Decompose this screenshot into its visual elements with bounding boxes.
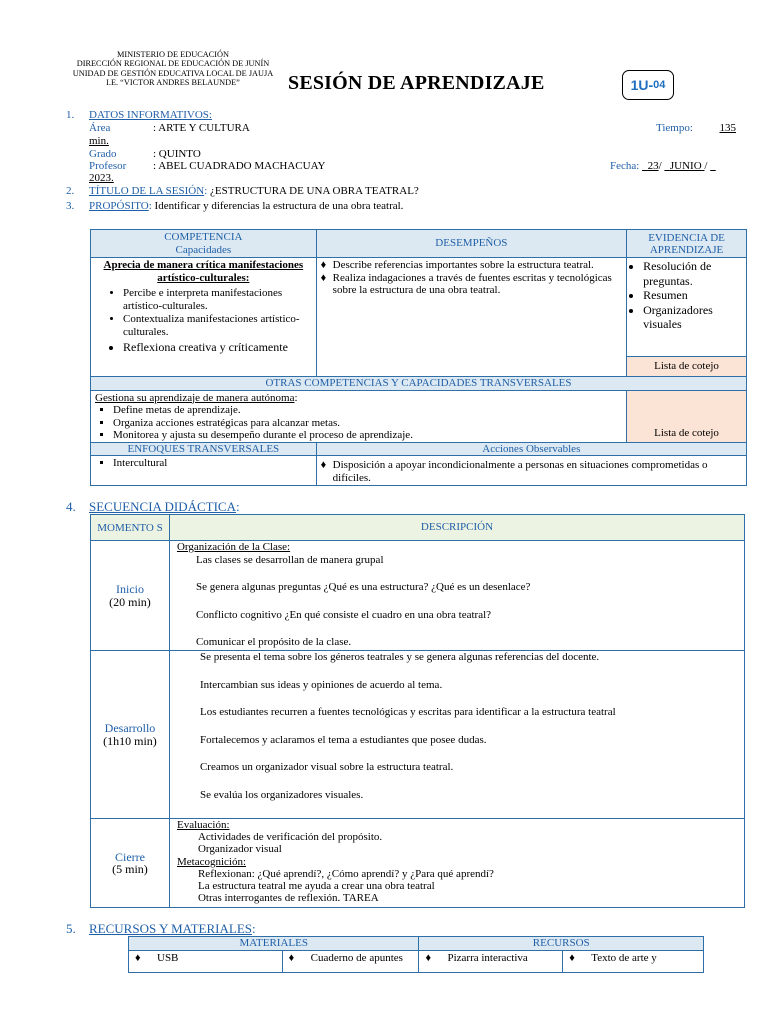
gestiona-item: ▪ Monitorea y ajusta su desempeño durante el proceso de aprendizaje. — [113, 429, 622, 442]
acciones-cell — [316, 456, 746, 486]
desarrollo-item: Fortalecemos y aclaramos el tema a estudiantes que posee dudas. — [199, 733, 487, 746]
section-label: SECUENCIA DIDÁCTICA — [89, 499, 236, 514]
recurso-item: ♦ Pizarra interactiva — [419, 950, 563, 972]
section-datos-informativos — [66, 109, 746, 184]
header-competencia: COMPETENCIA Capacidades — [91, 230, 317, 258]
instrumento-lista-cotejo: Lista de cotejo — [627, 357, 747, 377]
fecha-label: Fecha: — [610, 160, 640, 172]
metacognicion-item: Reflexionan: ¿Qué aprendí?, ¿Cómo aprendí? y ¿Para qué aprendí? — [197, 867, 494, 880]
tiempo-value: 135 — [719, 122, 736, 134]
profesor-value: : ABEL CUADRADO MACHACUAY — [153, 160, 326, 172]
header-descripcion: DESCRIPCIÓN — [169, 515, 744, 541]
session-title-value: ¿ESTRUCTURA DE UNA OBRA TEATRAL? — [210, 185, 419, 197]
competencias-table — [90, 229, 747, 486]
metacognicion-item: Otras interrogantes de reflexión. TAREA — [197, 892, 379, 905]
evaluacion-heading: Evaluación: — [176, 819, 230, 831]
momento-cierre: Cierre (5 min) — [91, 819, 170, 908]
area-label: Área — [89, 122, 111, 134]
evaluacion-item: Actividades de verificación del propósito. — [197, 831, 383, 844]
instrumento-lista-cotejo-2: Lista de cotejo — [627, 390, 747, 442]
inicio-item: Conflicto cognitivo ¿En qué consiste el cuadro en una obra teatral? — [195, 608, 492, 621]
material-item: ♦ USB — [129, 950, 283, 972]
tiempo-unit: min. — [89, 135, 109, 147]
section-label: TÍTULO DE LA SESIÓN — [89, 185, 205, 197]
evidencia-item: • Organizadores visuales — [643, 303, 742, 332]
inicio-item: Comunicar el propósito de la clase. — [195, 636, 352, 648]
area-value: : ARTE Y CULTURA — [153, 122, 250, 134]
purpose-value: Identificar y diferencias la estructura de una obra teatral. — [154, 200, 404, 212]
evidencia-item: • Resumen — [643, 288, 742, 303]
desarrollo-item: Se evalúa los organizadores visuales. — [199, 788, 364, 801]
ministry-line: MINISTERIO DE EDUCACIÓN — [117, 50, 229, 59]
desempeno-item: ♦ Describe referencias importantes sobre la estructura teatral. — [320, 259, 594, 271]
section-label: RECURSOS Y MATERIALES — [89, 921, 253, 936]
inicio-heading: Organización de la Clase: — [176, 541, 291, 553]
metacognicion-item: La estructura teatral me ayuda a crear una obra teatral — [197, 880, 435, 893]
ministry-line: I.E. “VICTOR ANDRES BELAUNDE” — [106, 78, 240, 88]
session-code-number: 04 — [653, 79, 666, 91]
recurso-item: ♦ Texto de arte y — [563, 950, 704, 972]
session-code-main: 1U- — [630, 77, 654, 93]
section-number: 2. — [66, 185, 75, 197]
fecha-year: 2023. — [89, 172, 114, 184]
grado-value: : QUINTO — [153, 148, 201, 160]
section-proposito: 3. PROPÓSITO: Identificar y diferencias la estructura de una obra teatral. — [66, 200, 404, 212]
header-otras-competencias: OTRAS COMPETENCIAS Y CAPACIDADES TRANSVERSALES — [91, 377, 747, 391]
fecha-month: JUNIO — [669, 160, 702, 172]
descripcion-desarrollo — [169, 651, 744, 819]
ministry-line: DIRECCIÓN REGIONAL DE EDUCACIÓN DE JUNÍN — [76, 59, 270, 69]
header-desempenos: DESEMPEÑOS — [316, 230, 626, 258]
material-item: ♦ Cuaderno de apuntes — [282, 950, 419, 972]
gestiona-item: ▪ Define metas de aprendizaje. — [113, 404, 622, 417]
desempeno-item: ♦ Realiza indagaciones a través de fuentes escritas y tecnológicas sobre la estructura de una obra teatral. — [320, 271, 612, 296]
evidencia-cell — [627, 258, 747, 357]
desempenos-cell — [316, 258, 626, 377]
evaluacion-item: Organizador visual — [197, 843, 282, 856]
section-number: 3. — [66, 200, 75, 212]
competencia-name: Aprecia de manera crítica manifestaciones artístico-culturales: — [103, 259, 304, 284]
inicio-item: Las clases se desarrollan de manera grupal — [195, 553, 384, 566]
header-materiales: MATERIALES — [129, 937, 419, 951]
section-number: 5. — [66, 921, 76, 936]
accion-item: ♦ Disposición a apoyar incondicionalmente a personas en situaciones comprometidas o difíciles. — [320, 459, 708, 484]
gestiona-item: ▪ Organiza acciones estratégicas para alcanzar metas. — [113, 417, 622, 430]
header-recursos: RECURSOS — [419, 937, 704, 951]
momento-inicio: Inicio (20 min) — [91, 541, 170, 651]
capacidad-item: • Contextualiza manifestaciones artístico- culturales. — [123, 313, 312, 338]
gestiona-heading: Gestiona su aprendizaje de manera autónoma — [95, 391, 295, 404]
grado-label: Grado — [89, 148, 117, 160]
profesor-label: Profesor — [89, 160, 127, 172]
section-number: 4. — [66, 499, 76, 514]
page-title: SESIÓN DE APRENDIZAJE — [288, 72, 545, 94]
fecha-day: 23 — [647, 160, 659, 172]
descripcion-inicio — [169, 541, 744, 651]
transversal-competencia-cell: Gestiona su aprendizaje de manera autónoma: ▪ Define metas de aprendizaje. ▪ Organiza acciones estratégicas para alcanzar metas. ▪ Monitorea y ajusta su desempeño durante el proceso de aprendizaje. — [91, 390, 627, 442]
header-enfoques: ENFOQUES TRANSVERSALES — [91, 442, 317, 456]
evidencia-item: • Resolución de preguntas. — [643, 259, 742, 288]
metacognicion-heading: Metacognición: — [176, 855, 247, 868]
capacidad-item: • Reflexiona creativa y críticamente — [123, 340, 312, 354]
desarrollo-item: Los estudiantes recurren a fuentes tecnológicas y escritas para identificar a la estructura teatral — [199, 706, 616, 718]
enfoque-item: ▪ Intercultural — [113, 457, 312, 470]
section-titulo: 2. TÍTULO DE LA SESIÓN: ¿ESTRUCTURA DE UNA OBRA TEATRAL? — [66, 185, 419, 197]
section-secuencia: 4. SECUENCIA DIDÁCTICA: — [66, 499, 240, 514]
tiempo-label: Tiempo: — [656, 122, 693, 134]
desarrollo-item: Intercambian sus ideas y opiniones de acuerdo al tema. — [199, 678, 443, 691]
secuencia-table — [90, 514, 745, 908]
descripcion-cierre — [169, 819, 744, 908]
header-evidencia: EVIDENCIA DE APRENDIZAJE — [627, 230, 747, 258]
section-number: 1. — [66, 109, 75, 121]
header-acciones: Acciones Observables — [316, 442, 746, 456]
momento-desarrollo: Desarrollo (1h10 min) — [91, 651, 170, 819]
ministry-line: UNIDAD DE GESTIÓN EDUCATIVA LOCAL DE JAUJA — [72, 68, 274, 78]
desarrollo-item: Creamos un organizador visual sobre la estructura teatral. — [199, 761, 454, 773]
section-label: DATOS INFORMATIVOS: — [89, 109, 212, 121]
section-label: PROPÓSITO — [89, 200, 149, 212]
competencia-cell — [91, 258, 317, 377]
desarrollo-item: Se presenta el tema sobre los géneros teatrales y se genera algunas referencias del docente. — [199, 651, 600, 663]
ministry-header — [60, 50, 286, 88]
inicio-item: Se genera algunas preguntas ¿Qué es una estructura? ¿Qué es un desenlace? — [195, 581, 531, 593]
recursos-table — [128, 936, 704, 973]
fecha-field: Fecha: 23/ JUNIO / — [610, 160, 711, 172]
section-recursos: 5. RECURSOS Y MATERIALES: — [66, 921, 256, 936]
header-momentos: MOMENTO S — [91, 515, 170, 541]
enfoque-cell — [91, 456, 317, 486]
session-code-badge — [622, 70, 674, 100]
capacidad-item: • Percibe e interpreta manifestaciones artístico-culturales. — [123, 287, 312, 312]
